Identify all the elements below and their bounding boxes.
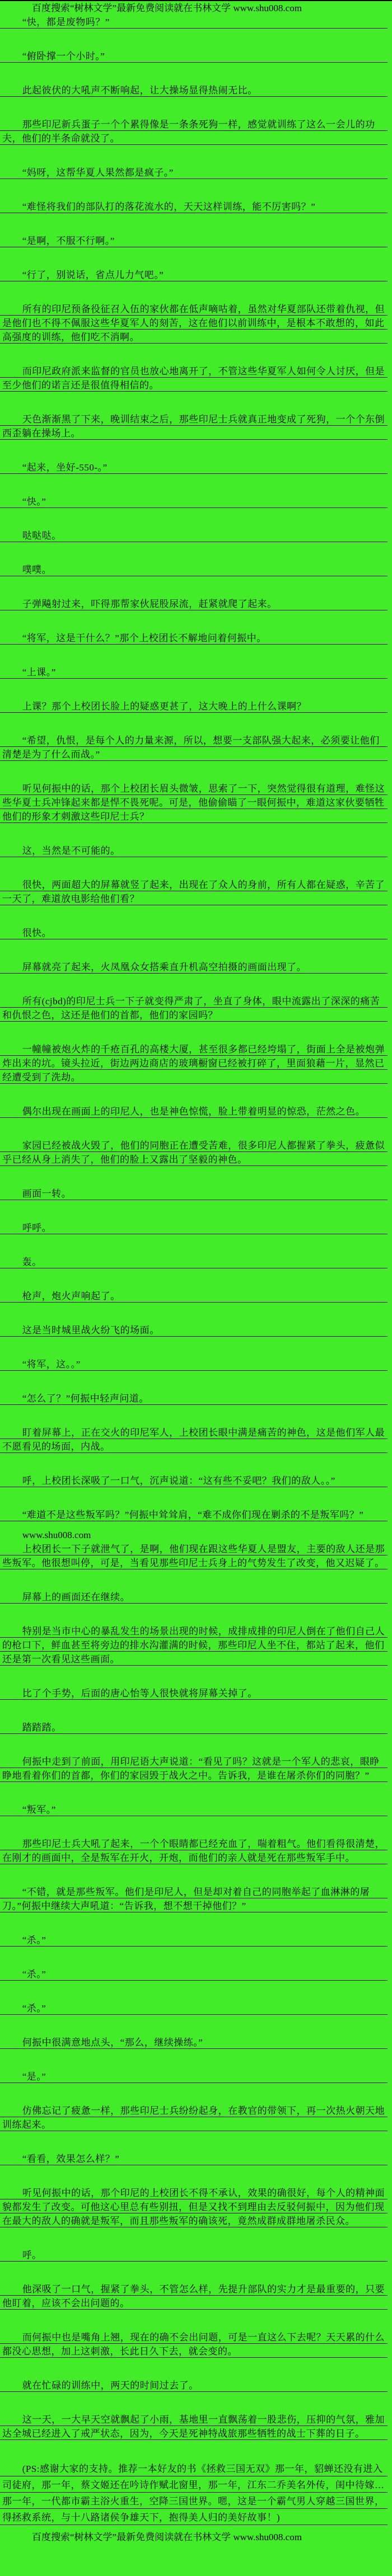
novel-paragraph: “俯卧撑一个小时。” [0,49,388,63]
novel-paragraph: 那些印尼士兵大吼了起来，一个个眼睛都已经充血了，喘着粗气。他们看得很清楚，在刚才的画面中，全是叛军在开火，开炮，而他们的亲人就是死在那些叛军手中。 [0,1837,388,1865]
novel-paragraph: 此起彼伏的大吼声不断响起，让大操场显得热闹无比。 [0,83,388,97]
novel-paragraph: “难怪将我们的部队打的落花流水的，天天这样训练，能不厉害吗？” [0,200,388,214]
novel-paragraph: 屏幕就亮了起来，火凤凰众女搭乘直升机高空拍摄的画面出现了。 [0,960,388,974]
novel-paragraph: 那些印尼新兵蛋子一个个累得像是一条条死狗一样，感觉就训练了这么一会儿的功夫，他们的半条命就没了。 [0,117,388,145]
novel-paragraph: “上课。” [0,665,388,679]
novel-paragraph: 何振中很满意地点头，“那么，继续操练。” [0,2036,388,2049]
novel-paragraph: (PS:感谢大家的支持。推荐一本好友的书《拯救三国无双》那一年，貂蝉还没有进入司徒府，那一年，蔡文姬还在吟诗作赋北窗里，那一年，江东二乔美名外传，闺中待嫁…那一年，一代都市霸主浴火重生，空降三国世界。嗯，这是一个霸气男人穿越三国世界，得拯救系统，与十八路诸侯争雄天下，抱得美人归的美好故事！) [0,2461,388,2526]
novel-paragraph: 噗噗。 [0,563,388,577]
novel-paragraph: 家园已经被战火毁了，他们的同胞正在遭受苦难，很多印尼人都握紧了拳头，疲惫似乎已经从身上消失了，他们的脸上又露出了坚毅的神色。 [0,1139,388,1167]
novel-paragraph: 子弹飚射过来，吓得那帮家伙屁股尿流，赶紧就爬了起来。 [0,597,388,611]
novel-paragraph: “是。” [0,2070,388,2084]
novel-paragraph: 听见何振中的话，那个印尼的上校团长不得不承认，效果的确很好，每个人的精神面貌都发生了改变。可他这心里总有些别扭，但是又找不到理由去反驳何振中，因为他们现在最大的敌人的确就是叛军，而且那些叛军的确该死，竟然成群成群地屠杀民众。 [0,2186,388,2228]
novel-paragraph: “叛军。” [0,1803,388,1817]
novel-paragraph: 呼，上校团长深吸了一口气，沉声说道：“这有些不妥吧？我们的敌人。。” [0,1474,388,1488]
novel-paragraph: 盯着屏幕上，正在交火的印尼军人，上校团长眼中满是痛苦的神色，这是他们军人最不愿看见的场面，内战。 [0,1426,388,1454]
novel-paragraph: “妈呀，这帮华夏人果然都是疯子。” [0,166,388,180]
novel-paragraph: 轰。 [0,1255,388,1269]
novel-paragraph: 比了个手势，后面的唐心怡等人很快就将屏幕关掉了。 [0,1686,388,1700]
site-promo-footer: 百度搜索“树林文学”最新免费阅读就在书林文学 www.shu008.com [32,2532,302,2542]
novel-paragraph: “难道不是这些叛军吗？”何振中耸耸肩，“难不成你们现在剿杀的不是叛军吗？” [0,1508,388,1522]
novel-paragraph: “杀。” [0,2001,388,2015]
novel-paragraph: “起来，坐好-550-。” [0,460,388,474]
novel-paragraph: 仿佛忘记了疲惫一样，那些印尼士兵纷纷起身，在教官的带领下，再一次热火朝天地训练起来。 [0,2104,388,2132]
novel-paragraph: 上课？那个上校团长脸上的疑惑更甚了，这大晚上的上什么课啊？ [0,699,388,713]
novel-paragraph: 哒哒哒。 [0,529,388,543]
novel-paragraph: 偶尔出现在画面上的印尼人，也是神色惊慌，脸上带着明显的惊恐，茫然之色。 [0,1104,388,1118]
novel-paragraph: 天色渐渐黑了下来，晚训结束之后，那些印尼士兵就真正地变成了死狗，一个个东倒西歪躺在操场上。 [0,412,388,440]
novel-paragraph: 一幢幢被炮火炸的千疮百孔的高楼大厦，甚至很多都已经垮塌了，街面上全是被炮弹炸出来的坑。镜头拉近，街边两边商店的玻璃橱窗已经被打碎了，里面狼藉一片，显然已经遭受到了洗劫。 [0,1042,388,1084]
novel-paragraph: 这，当然是不可能的。 [0,844,388,858]
novel-paragraph: 所有(cjbd)的印尼士兵一下子就变得严肃了，坐直了身体，眼中流露出了深深的痛苦和仇恨之色，这还是他们的首都，他们的家园吗？ [0,994,388,1022]
novel-paragraph: 特别是当市中心的暴乱发生的场景出现的时候，成排成排的印尼人倒在了他们自己人的枪口下，鲜血甚至将旁边的排水沟灌满的时候，那些印尼人坐不住，都站了起来，他们还是第一次看见这些画面。 [0,1624,388,1666]
novel-paragraph: 枪声，炮火声响起了。 [0,1289,388,1303]
novel-paragraph: “行了，别说话，省点儿力气吧。” [0,268,388,282]
novel-paragraph: “将军，这是干什么？”那个上校团长不解地问着何振中。 [0,631,388,645]
novel-paragraph: “不错，就是那些叛军。他们是印尼人，但是却对着自己的同胞举起了血淋淋的屠刀。”何振中继续大声吼道：“告诉我，想不想干掉他们？” [0,1885,388,1913]
novel-paragraph: 屏幕上的画面还在继续。 [0,1590,388,1604]
novel-paragraph: 听见何振中的话，那个上校团长眉头微皱，思索了一下，突然觉得很有道理，难怪这些华夏士兵冲锋起来都是悍不畏死呢。可是，他偷偷瞄了一眼何振中，难道这家伙要牺牲他们的形象才刺激这些印尼士兵？ [0,782,388,824]
novel-paragraph: 画面一转。 [0,1187,388,1201]
site-promo-header: 百度搜索“树林文学”最新免费阅读就在书林文学 www.shu008.com [32,3,302,13]
novel-paragraph: 而何振中也是嘴角上翘，现在的确不会出问题，可是一直这么下去呢？天天累的什么都没心思想，加上这刺激，长此日久下去，就会变的。 [0,2330,388,2358]
novel-paragraph: “快，都是废物吗？” [0,15,388,29]
novel-paragraph: 很快，两面超大的屏幕就竖了起来，出现在了众人的身前，所有人都在疑惑，辛苦了一天了，难道放电影给他们看？ [0,878,388,906]
novel-paragraph: 而印尼政府派来监督的官员也放心地离开了，不管这些华夏军人如何令人讨厌，但是至少他们的诺言还是很值得相信的。 [0,364,388,392]
novel-paragraph: “是啊，不服不行啊。” [0,234,388,248]
novel-paragraph: 很快。 [0,926,388,940]
novel-paragraph: “怎么了？”何振中轻声问道。 [0,1392,388,1405]
novel-paragraph: 踏踏踏。 [0,1721,388,1734]
novel-paragraph: 呼。 [0,2248,388,2262]
novel-paragraph: 他深吸了一口气，握紧了拳头，不管怎么样，先提升部队的实力才是最重要的，只要他盯着，应该不会出问题的。 [0,2282,388,2310]
novel-paragraph: 就在忙碌的训练中，两天的时间过去了。 [0,2378,388,2392]
novel-paragraph: “将军，这。。” [0,1357,388,1371]
novel-body [0,15,392,2526]
novel-paragraph: “希望，仇恨，是每个人的力量来源，所以，想要一支部队强大起来，必须要让他们清楚是为了什么而战。” [0,734,388,761]
novel-paragraph: 这是当时城里战火纷飞的场面。 [0,1323,388,1337]
novel-paragraph: 这一天，一大早天空就飘起了小雨，基地里一直飘荡着一股悲伤，压抑的气氛，雅加达全城已经进入了戒严状态，因为，今天是死神特战旅那些牺牲的战士下葬的日子。 [0,2413,388,2441]
novel-paragraph: 上校团长一下子就泄气了，是啊，他们现在跟这些华夏人是盟友，主要的敌人还是那些叛军。他很想叫停，可是，当看见那些印尼士兵身上的气势发生了改变，他又迟疑了。 [0,1542,388,1570]
novel-paragraph: “快。” [0,495,388,509]
novel-paragraph: “看看，效果怎么样？” [0,2152,388,2166]
novel-paragraph: 所有的印尼预备役征召入伍的家伙都在低声嘀咕着，虽然对华夏部队还带着仇视，但是他们也不得不佩服这些华夏军人的刻苦，这在他们以前训练中，是根本不敢想的，如此高强度的训练，他们吃不消啊。 [0,302,388,344]
novel-paragraph: 呼呼。 [0,1221,388,1235]
novel-paragraph: “杀。” [0,1933,388,1947]
watermark-line: www.shu008.com [22,1530,91,1540]
novel-paragraph: “杀。” [0,1967,388,1981]
novel-paragraph: 何振中走到了前面，用印尼语大声说道：“看见了吗？这就是一个军人的悲哀，眼睁睁地看着你们的首都，你们的家园毁于战火之中。告诉我，是谁在屠杀你们的同胞？” [0,1755,388,1783]
